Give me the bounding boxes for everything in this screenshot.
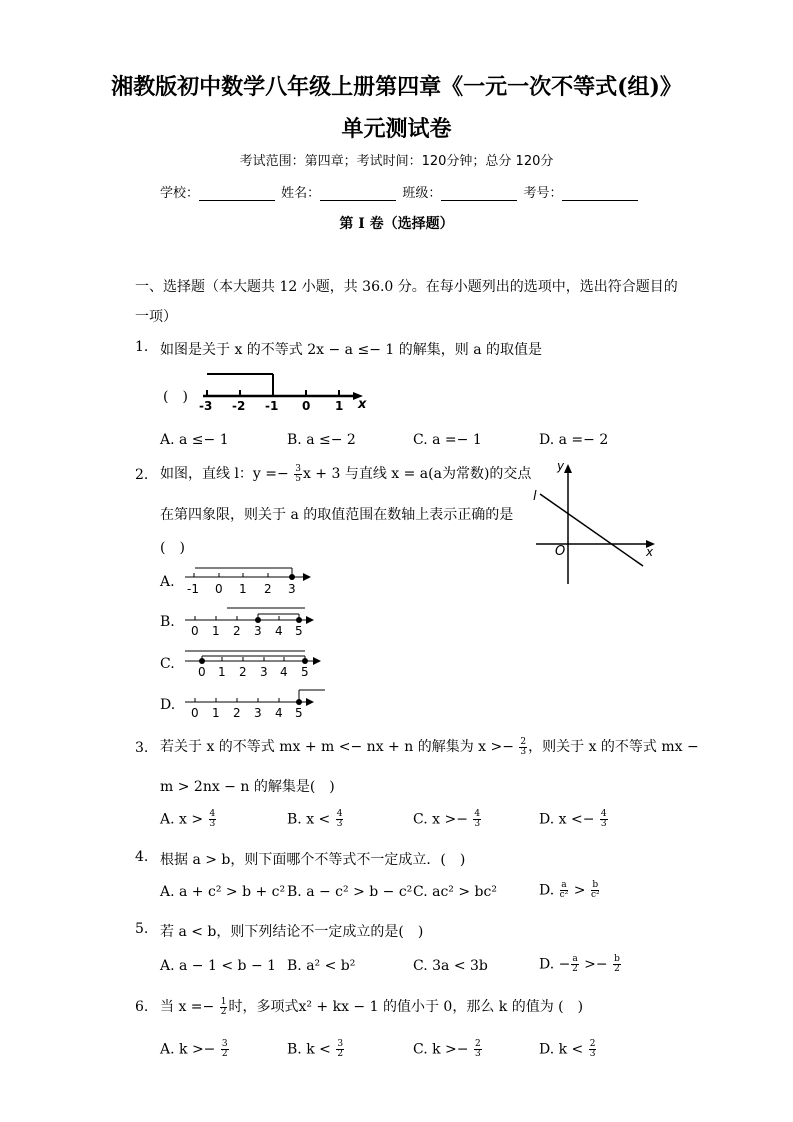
q6-option-a[interactable]: A. k >− $\frac{3}{2}$ bbox=[160, 1039, 228, 1059]
q2-text-line2: 在第四象限，则关于 a 的取值范围在数轴上表示正确的是 bbox=[160, 507, 514, 523]
q1-option-a[interactable]: A. a ≤− 1 bbox=[160, 432, 229, 448]
svg-text:2: 2 bbox=[233, 706, 241, 720]
q5-option-c[interactable]: C. 3a < 3b bbox=[413, 958, 488, 974]
q6-option-b[interactable]: B. k < $\frac{3}{2}$ bbox=[287, 1039, 344, 1059]
q6-option-c[interactable]: C. k >− $\frac{2}{3}$ bbox=[413, 1039, 481, 1059]
q2-option-b-label[interactable]: B. bbox=[160, 614, 175, 630]
q1-tick-label: 0 bbox=[302, 399, 311, 413]
q2-option-c-label[interactable]: C. bbox=[160, 656, 175, 672]
q1-tick-label: -1 bbox=[265, 399, 279, 413]
class-field[interactable] bbox=[441, 187, 517, 201]
q3-option-d[interactable]: D. x <− $\frac{4}{3}$ bbox=[539, 809, 607, 829]
svg-text:1: 1 bbox=[212, 624, 220, 638]
q3-option-c[interactable]: C. x >− $\frac{4}{3}$ bbox=[413, 809, 481, 829]
q1-axis-var: x bbox=[358, 397, 367, 412]
q5-text: 若 a < b，则下列结论不一定成立的是( ) bbox=[160, 924, 424, 940]
svg-text:1: 1 bbox=[212, 706, 220, 720]
q5-number: 5. bbox=[135, 921, 149, 937]
school-field[interactable] bbox=[199, 187, 275, 201]
q5-option-b[interactable]: B. a² < b² bbox=[287, 958, 356, 974]
q2-option-d-line[interactable] bbox=[180, 686, 325, 720]
svg-text:4: 4 bbox=[275, 706, 283, 720]
svg-text:3: 3 bbox=[260, 665, 268, 679]
q2-option-c-line[interactable] bbox=[180, 645, 325, 679]
q2-coordinate-graph bbox=[528, 456, 668, 591]
student-info-row bbox=[160, 182, 640, 201]
number-label: 考号： bbox=[523, 186, 563, 201]
q4-option-a[interactable]: A. a + c² > b + c² bbox=[160, 884, 286, 900]
svg-text:4: 4 bbox=[280, 665, 288, 679]
svg-text:3: 3 bbox=[254, 706, 262, 720]
q1-paren: ( ) bbox=[163, 389, 188, 405]
q2-option-a-label[interactable]: A. bbox=[160, 574, 175, 590]
name-field[interactable] bbox=[320, 187, 396, 201]
svg-text:1: 1 bbox=[239, 582, 247, 596]
q4-option-b[interactable]: B. a − c² > b − c² bbox=[287, 884, 413, 900]
graph-l-label: l bbox=[533, 489, 537, 504]
q4-number: 4. bbox=[135, 849, 149, 865]
svg-text:3: 3 bbox=[288, 582, 296, 596]
svg-text:0: 0 bbox=[198, 665, 206, 679]
svg-text:5: 5 bbox=[295, 624, 303, 638]
q2-option-b-line[interactable] bbox=[180, 604, 320, 638]
class-label: 班级： bbox=[402, 186, 442, 201]
svg-text:2: 2 bbox=[239, 665, 247, 679]
section-heading-cont: 一项） bbox=[135, 309, 177, 325]
svg-text:5: 5 bbox=[301, 665, 309, 679]
name-label: 姓名： bbox=[281, 186, 321, 201]
q3-option-a[interactable]: A. x > $\frac{4}{3}$ bbox=[160, 809, 216, 829]
svg-text:-1: -1 bbox=[187, 582, 199, 596]
q3-option-b[interactable]: B. x < $\frac{4}{3}$ bbox=[287, 809, 343, 829]
q5-option-a[interactable]: A. a − 1 < b − 1 bbox=[160, 958, 277, 974]
q1-option-c[interactable]: C. a =− 1 bbox=[413, 432, 482, 448]
q2-option-a-line[interactable] bbox=[180, 563, 320, 597]
q1-option-b[interactable]: B. a ≤− 2 bbox=[287, 432, 356, 448]
q6-option-d[interactable]: D. k < $\frac{2}{3}$ bbox=[539, 1039, 596, 1059]
q1-tick-label: -2 bbox=[232, 399, 246, 413]
q1-tick-label: -3 bbox=[199, 399, 213, 413]
svg-text:0: 0 bbox=[215, 582, 223, 596]
svg-text:0: 0 bbox=[191, 706, 199, 720]
q3-text-line1: 若关于 x 的不等式 mx + m <− nx + n 的解集为 x >− $\frac{2}{3}$ ，则关于 x 的不等式 mx − bbox=[160, 736, 699, 757]
q4-option-c[interactable]: C. ac² > bc² bbox=[413, 884, 497, 900]
q6-text: 当 x =− $\frac{1}{2}$ 时，多项式x² + kx − 1 的值小于 0，那么 k 的值为 ( ) bbox=[160, 996, 584, 1017]
q1-number: 1. bbox=[135, 339, 149, 355]
svg-text:3: 3 bbox=[254, 624, 262, 638]
q1-option-d[interactable]: D. a =− 2 bbox=[539, 432, 609, 448]
q2-paren: ( ) bbox=[160, 540, 185, 556]
q3-number: 3. bbox=[135, 740, 149, 756]
svg-text:5: 5 bbox=[295, 706, 303, 720]
q2-text-line1: 如图，直线 l：y =− $\frac{3}{5}$ x + 3 与直线 x = a(a为常数)的交点 bbox=[160, 463, 532, 484]
svg-text:2: 2 bbox=[233, 624, 241, 638]
q2-option-d-label[interactable]: D. bbox=[160, 697, 176, 713]
q1-text: 如图是关于 x 的不等式 2x − a ≤− 1 的解集，则 a 的取值是 bbox=[160, 342, 542, 358]
q1-tick-label: 1 bbox=[335, 399, 344, 413]
q4-text: 根据 a > b，则下面哪个不等式不一定成立．( ) bbox=[160, 852, 466, 868]
svg-text:4: 4 bbox=[275, 624, 283, 638]
school-label: 学校： bbox=[160, 186, 200, 201]
page-subtitle: 单元测试卷 bbox=[341, 116, 452, 142]
graph-x-label: x bbox=[646, 545, 654, 559]
number-field[interactable] bbox=[562, 187, 638, 201]
volume-title: 第 I 卷（选择题） bbox=[339, 216, 454, 232]
svg-text:2: 2 bbox=[264, 582, 272, 596]
q1-number-line bbox=[195, 368, 375, 414]
graph-origin-label: O bbox=[555, 544, 566, 559]
exam-info: 考试范围：第四章；考试时间：120分钟；总分 120分 bbox=[239, 154, 554, 169]
section-heading: 一、选择题（本大题共 12 小题，共 36.0 分。在每小题列出的选项中，选出符合题目的 bbox=[135, 279, 678, 295]
svg-text:1: 1 bbox=[218, 665, 226, 679]
q6-number: 6. bbox=[135, 999, 149, 1015]
q3-text-line2: m > 2nx − n 的解集是( ) bbox=[160, 779, 335, 795]
q4-option-d[interactable]: D. $\frac{a}{\text{c²}}$ > $\frac{b}{\text{c²}}$ bbox=[539, 880, 600, 900]
svg-text:0: 0 bbox=[191, 624, 199, 638]
q5-option-d[interactable]: D. − $\frac{a}{2}$ >− $\frac{b}{2}$ bbox=[539, 954, 620, 974]
page-title: 湘教版初中数学八年级上册第四章《一元一次不等式(组)》 bbox=[111, 74, 682, 100]
q2-number: 2. bbox=[135, 467, 149, 483]
graph-y-label: y bbox=[557, 459, 565, 473]
